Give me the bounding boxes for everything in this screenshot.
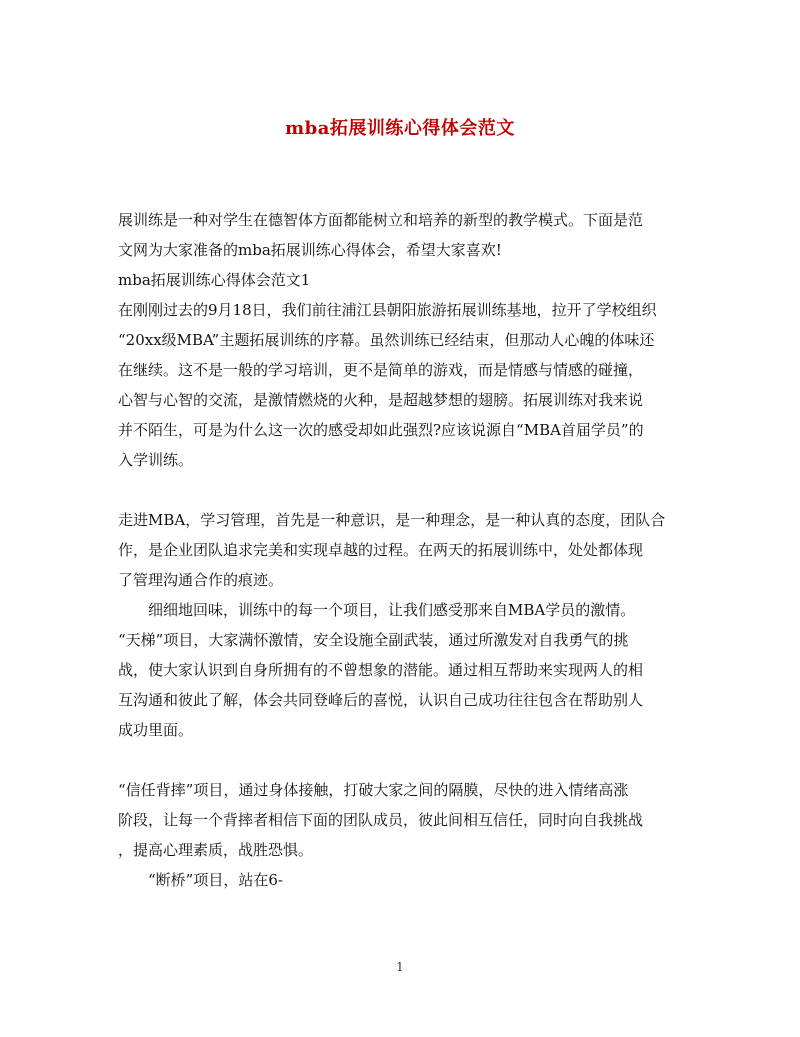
paragraph-line: 阶段，让每一个背摔者相信下面的团队成员，彼此间相互信任，同时向自我挑战 [118,811,644,829]
paragraph-line: 战，使大家认识到自身所拥有的不曾想象的潜能。通过相互帮助来实现两人的相 [118,661,644,679]
paragraph-line: 入学训练。 [118,451,194,469]
paragraph-gap [118,475,686,505]
document-title: mba拓展训练心得体会范文 [285,118,515,139]
paragraph-line: 心智与心智的交流，是激情燃烧的火种，是超越梦想的翅膀。拓展训练对我来说 [118,391,644,409]
paragraph-line: 成功里面。 [118,721,194,739]
page-number: 1 [396,960,404,974]
paragraph-line: 展训练是一种对学生在德智体方面都能树立和培养的新型的教学模式。下面是范 [118,211,644,229]
paragraph-line: 文网为大家准备的mba拓展训练心得体会，希望大家喜欢! [118,241,502,259]
paragraph-line: 并不陌生，可是为什么这一次的感受却如此强烈?应该说源自“MBA首届学员”的 [118,421,644,439]
paragraph-line: 互沟通和彼此了解，体会共同登峰后的喜悦，认识自己成功往往包含在帮助别人 [118,691,644,709]
paragraph-line: “20xx级MBA”主题拓展训练的序幕。虽然训练已经结束，但那动人心魄的体味还 [118,331,655,349]
section-heading: mba拓展训练心得体会范文1 [118,271,311,289]
paragraph-line: ，提高心理素质，战胜恐惧。 [118,841,314,859]
paragraph-line: 走进MBA，学习管理，首先是一种意识，是一种理念，是一种认真的态度，团队合 [118,511,666,529]
paragraph-line: 在刚刚过去的9月18日，我们前往浦江县朝阳旅游拓展训练基地，拉开了学校组织 [118,301,657,319]
paragraph-line: “断桥”项目，站在6- [148,871,283,889]
paragraph-line: “信任背摔”项目，通过身体接触，打破大家之间的隔膜，尽快的进入情绪高涨 [118,781,629,799]
paragraph-line: 在继续。这不是一般的学习培训，更不是简单的游戏，而是情感与情感的碰撞， [118,361,644,379]
document-body [118,205,686,895]
paragraph-line: 了管理沟通合作的痕迹。 [118,571,284,589]
paragraph-line: 作，是企业团队追求完美和实现卓越的过程。在两天的拓展训练中，处处都体现 [118,541,644,559]
paragraph-line: “天梯”项目，大家满怀激情，安全设施全副武装，通过所激发对自我勇气的挑 [118,631,629,649]
paragraph-gap [118,745,686,775]
paragraph-line: 细细地回味，训练中的每一个项目，让我们感受那来自MBA学员的激情。 [148,601,636,619]
